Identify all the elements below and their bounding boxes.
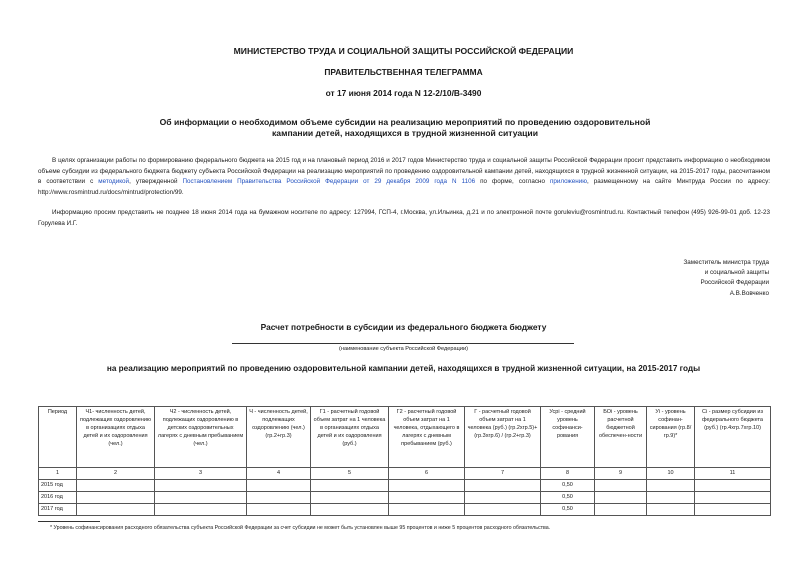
column-header: Г - расчетный годовой объем затрат на 1 человека (руб.) (гр.2хгр.5)+ (гр.3хгр.6) / (гр.2+гр.3) — [465, 407, 541, 468]
ministry-heading: МИНИСТЕРСТВО ТРУДА И СОЦИАЛЬНОЙ ЗАЩИТЫ РОССИЙСКОЙ ФЕДЕРАЦИИ — [233, 46, 574, 56]
period-cell: 2015 год — [39, 480, 77, 492]
calculation-subtitle: на реализацию мероприятий по проведению оздоровительной кампании детей, находящихся в трудной жизненной ситуации, на 2015-2017 годы — [106, 364, 701, 373]
body-paragraph-2: Информацию просим представить не позднее 18 июня 2014 года на бумажном носителе по адресу: 127994, ГСП-4, г.Москва, ул.Ильинка, д.21 и по электронной почте goruleviu@rosmintrud.ru. Контактный телефон (495) 926-99-01 доб. 12-23 Горулева И.Г. — [38, 209, 770, 227]
appendix-link[interactable]: приложению — [549, 178, 587, 186]
column-number: 2 — [77, 468, 155, 480]
column-number: 10 — [647, 468, 695, 480]
column-number: 1 — [39, 468, 77, 480]
document-date: от 17 июня 2014 года N 12-2/10/В-3490 — [325, 88, 482, 98]
cofinancing-cell: 0,50 — [541, 504, 595, 516]
table-cell — [695, 504, 771, 516]
table-header-row — [39, 407, 771, 468]
paragraph-text: , размещенному на сайте Минтруда России по адресу: http://www.rosmintrud.ru/docs/mintrud/protection/99. — [38, 178, 770, 196]
column-number: 8 — [541, 468, 595, 480]
document-type: ПРАВИТЕЛЬСТВЕННАЯ ТЕЛЕГРАММА — [324, 67, 483, 77]
table-cell — [389, 480, 465, 492]
cofinancing-cell: 0,50 — [541, 492, 595, 504]
subject-underline — [232, 343, 574, 344]
column-number: 11 — [695, 468, 771, 480]
footnote: * Уровень софинансирования расходного обязательства субъекта Российской Федерации за счет субсидии не может быть установлен выше 95 процентов и ниже 5 процентов расходного обязательства. — [50, 525, 551, 531]
table-cell — [465, 504, 541, 516]
signature-block — [683, 258, 769, 299]
signature-position: Заместитель министра труда — [683, 259, 769, 266]
calculation-table — [38, 406, 771, 516]
column-header: Период — [39, 407, 77, 468]
resolution-link[interactable]: Постановлением Правительства Российской Федерации от 29 декабря 2009 года N 1106 — [182, 178, 476, 186]
column-header: БОi - уровень расчетной бюджетной обеспечен-ности — [595, 407, 647, 468]
cofinancing-cell: 0,50 — [541, 480, 595, 492]
table-cell — [595, 492, 647, 504]
column-number: 4 — [247, 468, 311, 480]
column-header: Сi - размер субсидии из федерального бюджета (руб.) (гр.4хгр.7хгр.10) — [695, 407, 771, 468]
signature-name: А.В.Вовченко — [729, 289, 769, 297]
table-cell — [155, 492, 247, 504]
table-cell — [695, 480, 771, 492]
table-cell — [465, 480, 541, 492]
table-cell — [647, 492, 695, 504]
table-row — [39, 504, 771, 516]
table-cell — [77, 480, 155, 492]
calculation-title: Расчет потребности в субсидии из федерального бюджета бюджету — [260, 322, 547, 332]
body-paragraph-1 — [38, 156, 770, 198]
column-header: Ч1- численность детей, подлежащих оздоровлению в организациях отдыха детей и их оздоровления (чел.) — [77, 407, 155, 468]
column-header: Ч - численность детей, подлежащих оздоровлению (чел.) (гр.2+гр.3) — [247, 407, 311, 468]
column-number: 6 — [389, 468, 465, 480]
table-cell — [247, 492, 311, 504]
table-cell — [247, 504, 311, 516]
table-cell — [311, 504, 389, 516]
table-row — [39, 492, 771, 504]
paragraph-text: , утвержденной — [129, 178, 183, 186]
column-number: 9 — [595, 468, 647, 480]
column-header: Ч2 - численность детей, подлежащих оздоровлению в детских оздоровительных лагерях с дневным пребыванием (чел.) — [155, 407, 247, 468]
column-number: 3 — [155, 468, 247, 480]
footnote-separator — [38, 521, 100, 522]
subject-label: (наименование субъекта Российской Федерации) — [339, 346, 468, 352]
period-cell: 2016 год — [39, 492, 77, 504]
table-cell — [389, 492, 465, 504]
column-header: Г1 - расчетный годовой объем затрат на 1 человека в организациях отдыха детей и их оздоровления (руб.) — [311, 407, 389, 468]
period-cell: 2017 год — [39, 504, 77, 516]
table-cell — [77, 504, 155, 516]
paragraph-text: В целях организации работы по формированию федерального бюджета на 2015 год и на плановый период 2016 и 2017 годов Министерство труда и социальной защиты Российской Федерации просит представить информацию о необходимом объеме субсидии из федерального бюджета бюджету субъекта Российской Федерации на реализацию мероприятий по проведению оздоровительной кампании детей, находящихся в трудной жизненной ситуации, на 2015-2017 годы, рассчитанном в соответствии с — [38, 157, 770, 186]
table-cell — [595, 504, 647, 516]
signature-position: Российской Федерации — [700, 279, 769, 287]
column-number: 7 — [465, 468, 541, 480]
column-header: Усрi - средний уровень софинанси-рования — [541, 407, 595, 468]
methodology-link[interactable]: методикой — [98, 178, 130, 186]
table-cell — [311, 480, 389, 492]
table-cell — [247, 480, 311, 492]
column-header: Г2 - расчетный годовой объем затрат на 1 человека, отдыхающего в лагерях с дневным пребыванием (руб.) — [389, 407, 465, 468]
table-cell — [77, 492, 155, 504]
paragraph-text: по форме, согласно — [475, 178, 550, 186]
table-cell — [647, 504, 695, 516]
table-cell — [647, 480, 695, 492]
table-row — [39, 480, 771, 492]
document-title: Об информации о необходимом объеме субсидии на реализацию мероприятий по проведению оздоровительной кампании детей, находящихся в трудной жизненной ситуации — [159, 117, 651, 138]
column-number-row — [39, 468, 771, 480]
column-header: Уi - уровень софинан-сирования (гр.8/гр.9)* — [647, 407, 695, 468]
signature-position: и социальной защиты — [704, 269, 769, 277]
table-cell — [695, 492, 771, 504]
table-cell — [595, 480, 647, 492]
table-cell — [155, 480, 247, 492]
table-cell — [389, 504, 465, 516]
table-cell — [155, 504, 247, 516]
table-cell — [311, 492, 389, 504]
table-cell — [465, 492, 541, 504]
column-number: 5 — [311, 468, 389, 480]
